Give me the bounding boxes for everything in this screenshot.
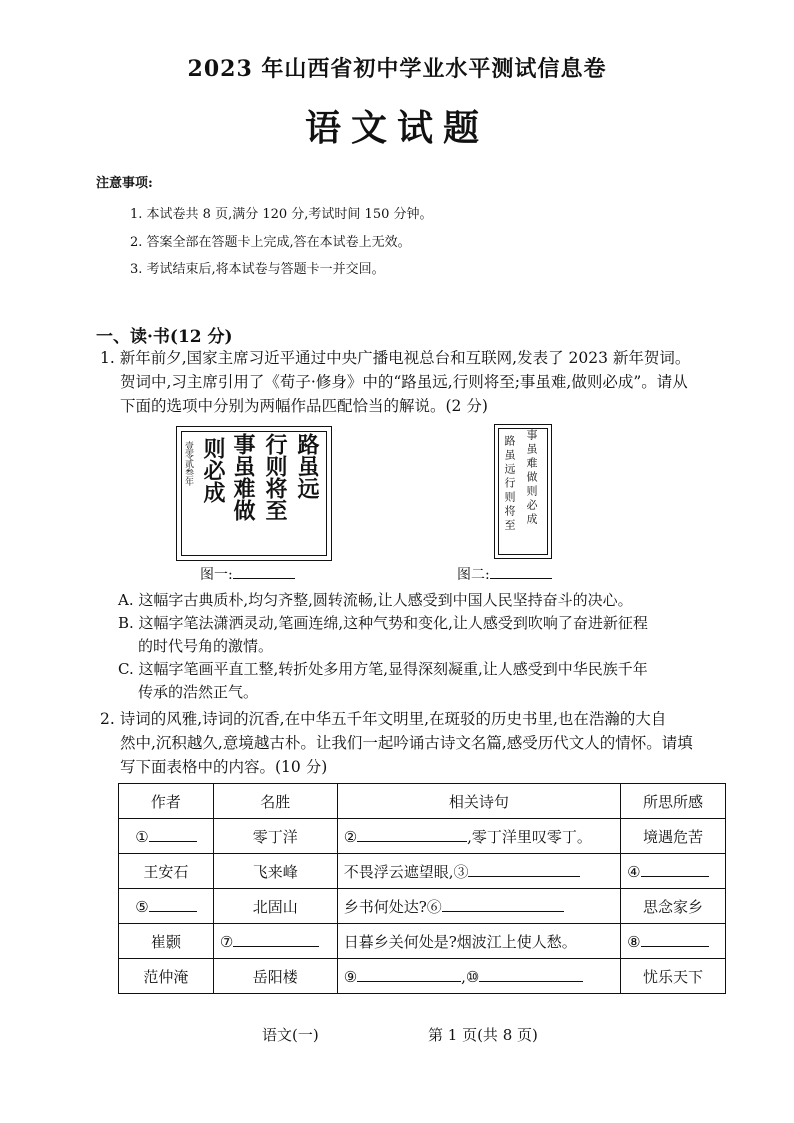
cell-author: 王安石 [119,854,214,889]
blank-label: ⑦ [219,932,234,951]
answer-blank[interactable] [442,897,564,912]
notice-heading: 注意事项: [96,176,153,191]
poem-text: ,零丁洋里叹零丁。 [467,827,592,846]
calligraphy-column: 行则将至 [262,433,288,521]
poem-text: 乡书何处达?⑥ [343,897,442,916]
cell-place: 零丁洋 [213,819,337,854]
cell-author[interactable] [119,819,214,854]
blank-label: ① [135,827,149,846]
cell-feeling: 思念家乡 [621,889,726,924]
answer-blank[interactable] [357,967,461,982]
option-c [118,658,728,704]
answer-blank[interactable] [641,932,709,947]
option-line: 传承的浩然正气。 [138,683,259,701]
cell-place: 岳阳楼 [213,959,337,994]
table-row [119,924,726,959]
q1-line: 贺词中,习主席引用了《荀子·修身》中的“路虽远,行则将至;事虽难,做则必成”。请从 [120,373,688,391]
calligraphy-figure-2 [494,424,552,559]
footer-page-number: 第 1 页(共 8 页) [428,1026,538,1044]
cell-poem[interactable] [337,959,620,994]
option-line: B. 这幅字笔法潇洒灵动,笔画连绵,这种气势和变化,让人感受到吹响了奋进新征程 [118,614,648,632]
option-line: A. 这幅字古典质朴,均匀齐整,圆转流畅,让人感受到中国人民坚持奋斗的决心。 [118,591,633,609]
poem-text: 不畏浮云遮望眼,③ [343,862,469,881]
figure-1-answer-blank[interactable] [233,564,295,579]
answer-blank[interactable] [357,827,467,842]
table-row [119,819,726,854]
cell-author[interactable] [119,889,214,924]
answer-blank[interactable] [149,897,197,912]
cell-author: 崔颢 [119,924,214,959]
calligraphy-column: 路虽远行则将至 [503,435,516,533]
answer-blank[interactable] [468,862,580,877]
cell-poem[interactable] [337,819,620,854]
figure-1-label: 图一: [200,567,233,583]
blank-label: ⑤ [135,897,149,916]
notice-item: 2. 答案全部在答题卡上完成,答在本试卷上无效。 [130,235,411,250]
option-line: C. 这幅字笔画平直工整,转折处多用方笔,显得深刻凝重,让人感受到中华民族千年 [118,660,648,678]
figure-2-label: 图二: [457,567,490,583]
poetry-table [118,783,726,994]
cell-poem[interactable] [337,889,620,924]
answer-blank[interactable] [233,932,319,947]
table-row [119,889,726,924]
answer-blank[interactable] [479,967,583,982]
blank-label: ,⑩ [461,967,480,986]
q2-line: 然中,沉积越久,意境越古朴。让我们一起吟诵古诗文名篇,感受历代文人的情怀。请填 [120,734,693,752]
cell-place: 北固山 [213,889,337,924]
blank-label: ② [343,827,358,846]
section-heading: 一、读·书(12 分) [96,327,233,347]
cell-feeling[interactable] [621,924,726,959]
figure-2-answer-blank[interactable] [490,564,552,579]
question-2-text [100,707,720,779]
notice-item: 3. 考试结束后,将本试卷与答题卡一并交回。 [130,262,385,277]
option-a [118,589,728,612]
calligraphy-figure-1 [176,426,332,561]
table-row [119,959,726,994]
header-place: 名胜 [213,784,337,819]
blank-label: ⑧ [627,932,641,951]
calligraphy-column: 事虽难做 [230,433,256,521]
calligraphy-column: 事虽难做则必成 [525,429,538,527]
q1-line: 1. 新年前夕,国家主席习近平通过中央广播电视总台和互联网,发表了 2023 新年贺词。 [100,349,691,367]
header-poem: 相关诗句 [337,784,620,819]
table-row [119,854,726,889]
cell-poem[interactable] [337,854,620,889]
subject-title: 语文试题 [304,107,489,149]
calligraphy-column: 路虽远 [294,433,320,499]
blank-label: ⑨ [343,967,358,986]
seal-text: 壹零贰叁年 [183,441,193,486]
cell-poem: 日暮乡关何处是?烟波江上使人愁。 [337,924,620,959]
q2-line: 2. 诗词的风雅,诗词的沉香,在中华五千年文明里,在斑驳的历史书里,也在浩瀚的大自 [100,710,667,728]
q1-line: 下面的选项中分别为两幅作品匹配恰当的解说。(2 分) [120,397,488,415]
cell-feeling: 忧乐天下 [621,959,726,994]
cell-author: 范仲淹 [119,959,214,994]
figure-2-caption [457,564,552,584]
answer-blank[interactable] [149,827,197,842]
question-1-text [100,346,720,418]
notice-item: 1. 本试卷共 8 页,满分 120 分,考试时间 150 分钟。 [130,207,433,222]
header-author: 作者 [119,784,214,819]
header-feeling: 所思所感 [621,784,726,819]
answer-blank[interactable] [641,862,709,877]
option-line: 的时代号角的激情。 [138,637,274,655]
cell-feeling: 境遇危苦 [621,819,726,854]
cell-place: 飞来峰 [213,854,337,889]
exam-title: 2023 年山西省初中学业水平测试信息卷 [187,56,607,82]
table-header-row [119,784,726,819]
option-b [118,612,728,658]
cell-place[interactable] [213,924,337,959]
calligraphy-column: 则必成 [200,437,226,503]
footer-subject: 语文(一) [262,1026,319,1044]
q2-line: 写下面表格中的内容。(10 分) [120,758,328,776]
cell-feeling[interactable] [621,854,726,889]
blank-label: ④ [627,862,641,881]
figure-1-caption [200,564,295,584]
